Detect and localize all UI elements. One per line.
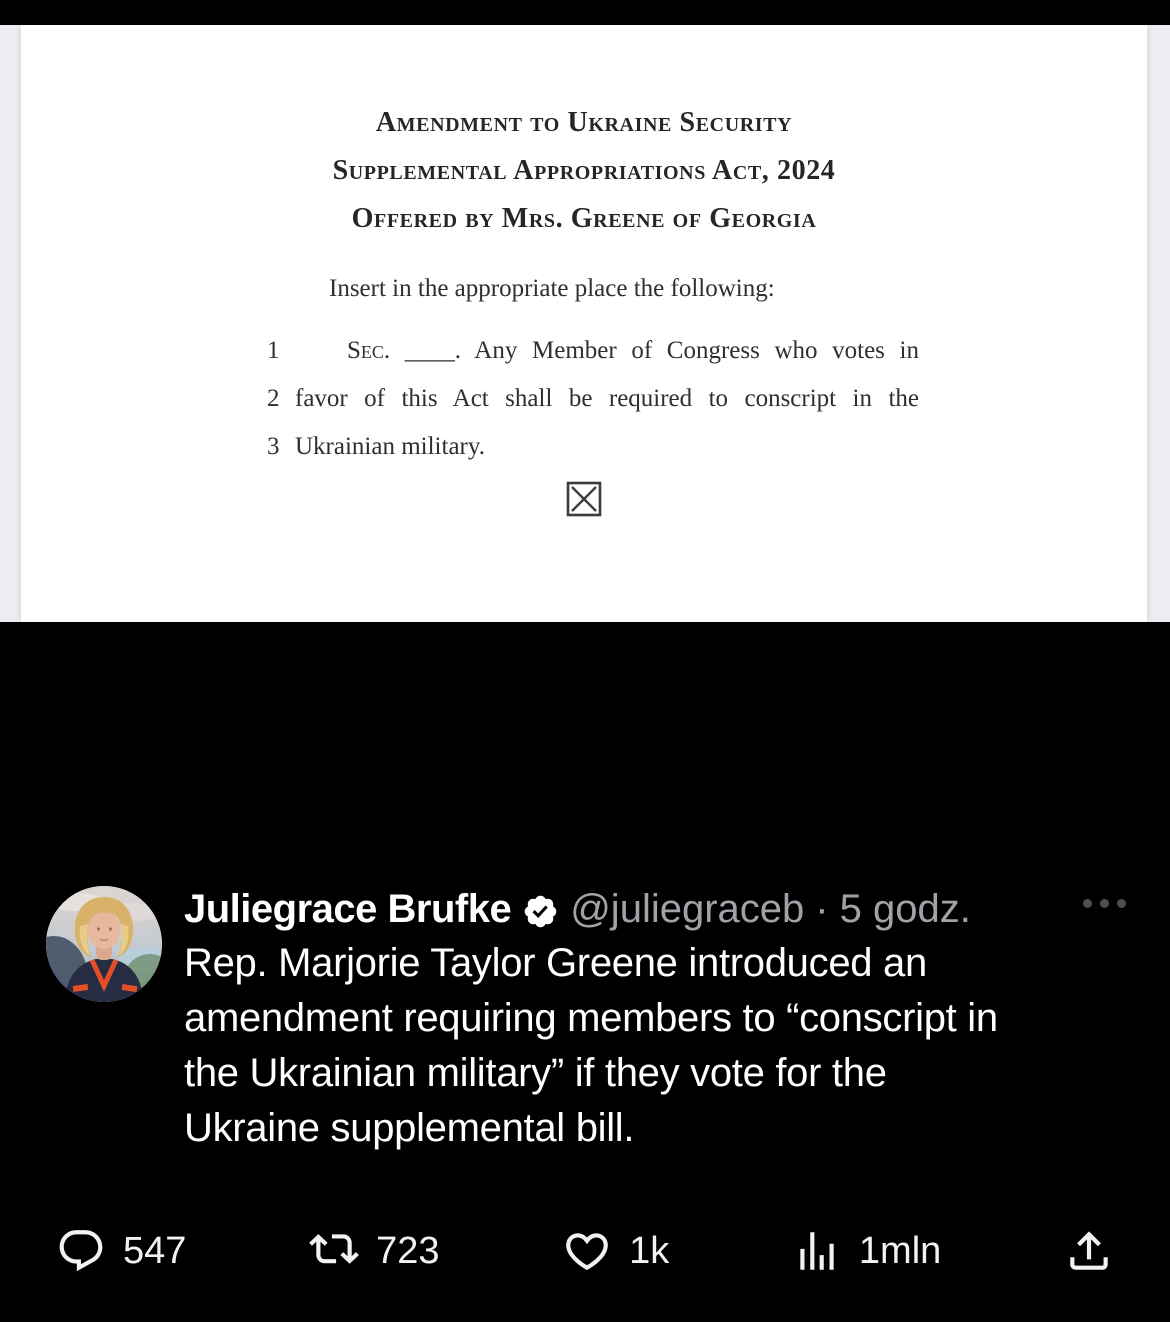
doc-line — [21, 327, 1147, 375]
heart-icon — [562, 1226, 612, 1276]
verified-badge-icon — [522, 893, 559, 930]
line-text: Sec. ____. Any Member of Congress who votes in — [347, 337, 919, 364]
line-text: favor of this Act shall be required to conscript in the — [295, 385, 919, 412]
share-icon — [1064, 1226, 1114, 1276]
views-count: 1mln — [858, 1229, 942, 1272]
end-of-amendment-icon — [565, 480, 603, 518]
more-menu-button[interactable] — [1083, 899, 1126, 908]
like-count: 1k — [629, 1229, 670, 1272]
like-button[interactable] — [562, 1226, 669, 1276]
author-handle[interactable]: @juliegraceb — [570, 886, 805, 931]
analytics-icon — [792, 1226, 842, 1276]
more-menu-icon — [1083, 899, 1092, 908]
document-title-line: Supplemental Appropriations Act, 2024 — [332, 155, 836, 186]
tweet-attached-image[interactable] — [0, 25, 1170, 622]
top-black-bar — [0, 0, 1170, 25]
document-title — [21, 99, 1147, 243]
timestamp[interactable]: 5 godz. — [839, 886, 971, 931]
line-text: Ukrainian military. — [295, 433, 485, 460]
repost-button[interactable] — [309, 1226, 439, 1276]
document-body — [21, 327, 1147, 471]
tweet-text — [184, 936, 998, 1156]
line-number: 2 — [267, 385, 280, 412]
document-page — [21, 25, 1147, 622]
document-instruction: Insert in the appropriate place the following: — [329, 275, 775, 302]
author-name[interactable]: Juliegrace Brufke — [184, 886, 512, 931]
repost-count: 723 — [376, 1229, 440, 1272]
line-number: 3 — [267, 433, 280, 460]
tweet-header — [184, 882, 971, 936]
reply-icon — [56, 1226, 106, 1276]
doc-line — [21, 423, 1147, 471]
reply-count: 547 — [123, 1229, 187, 1272]
avatar[interactable] — [46, 886, 162, 1002]
tweet-text-line: Ukraine supplemental bill. — [184, 1106, 635, 1150]
tweet-action-bar — [0, 1220, 1170, 1282]
reply-button[interactable] — [56, 1226, 186, 1276]
tweet-text-line: Rep. Marjorie Taylor Greene introduced an — [184, 941, 927, 985]
tweet-text-line: the Ukrainian military” if they vote for the — [184, 1051, 887, 1095]
share-button[interactable] — [1064, 1226, 1114, 1276]
tweet-text-line: amendment requiring members to “conscript in — [184, 996, 998, 1040]
repost-icon — [309, 1226, 359, 1276]
separator-dot: · — [815, 886, 829, 931]
line-number: 1 — [267, 337, 280, 364]
document-title-line: Offered by Mrs. Greene of Georgia — [351, 203, 817, 234]
views-button[interactable] — [792, 1226, 941, 1276]
document-title-line: Amendment to Ukraine Security — [375, 107, 793, 138]
more-menu-icon — [1100, 899, 1109, 908]
more-menu-icon — [1117, 899, 1126, 908]
doc-line — [21, 375, 1147, 423]
